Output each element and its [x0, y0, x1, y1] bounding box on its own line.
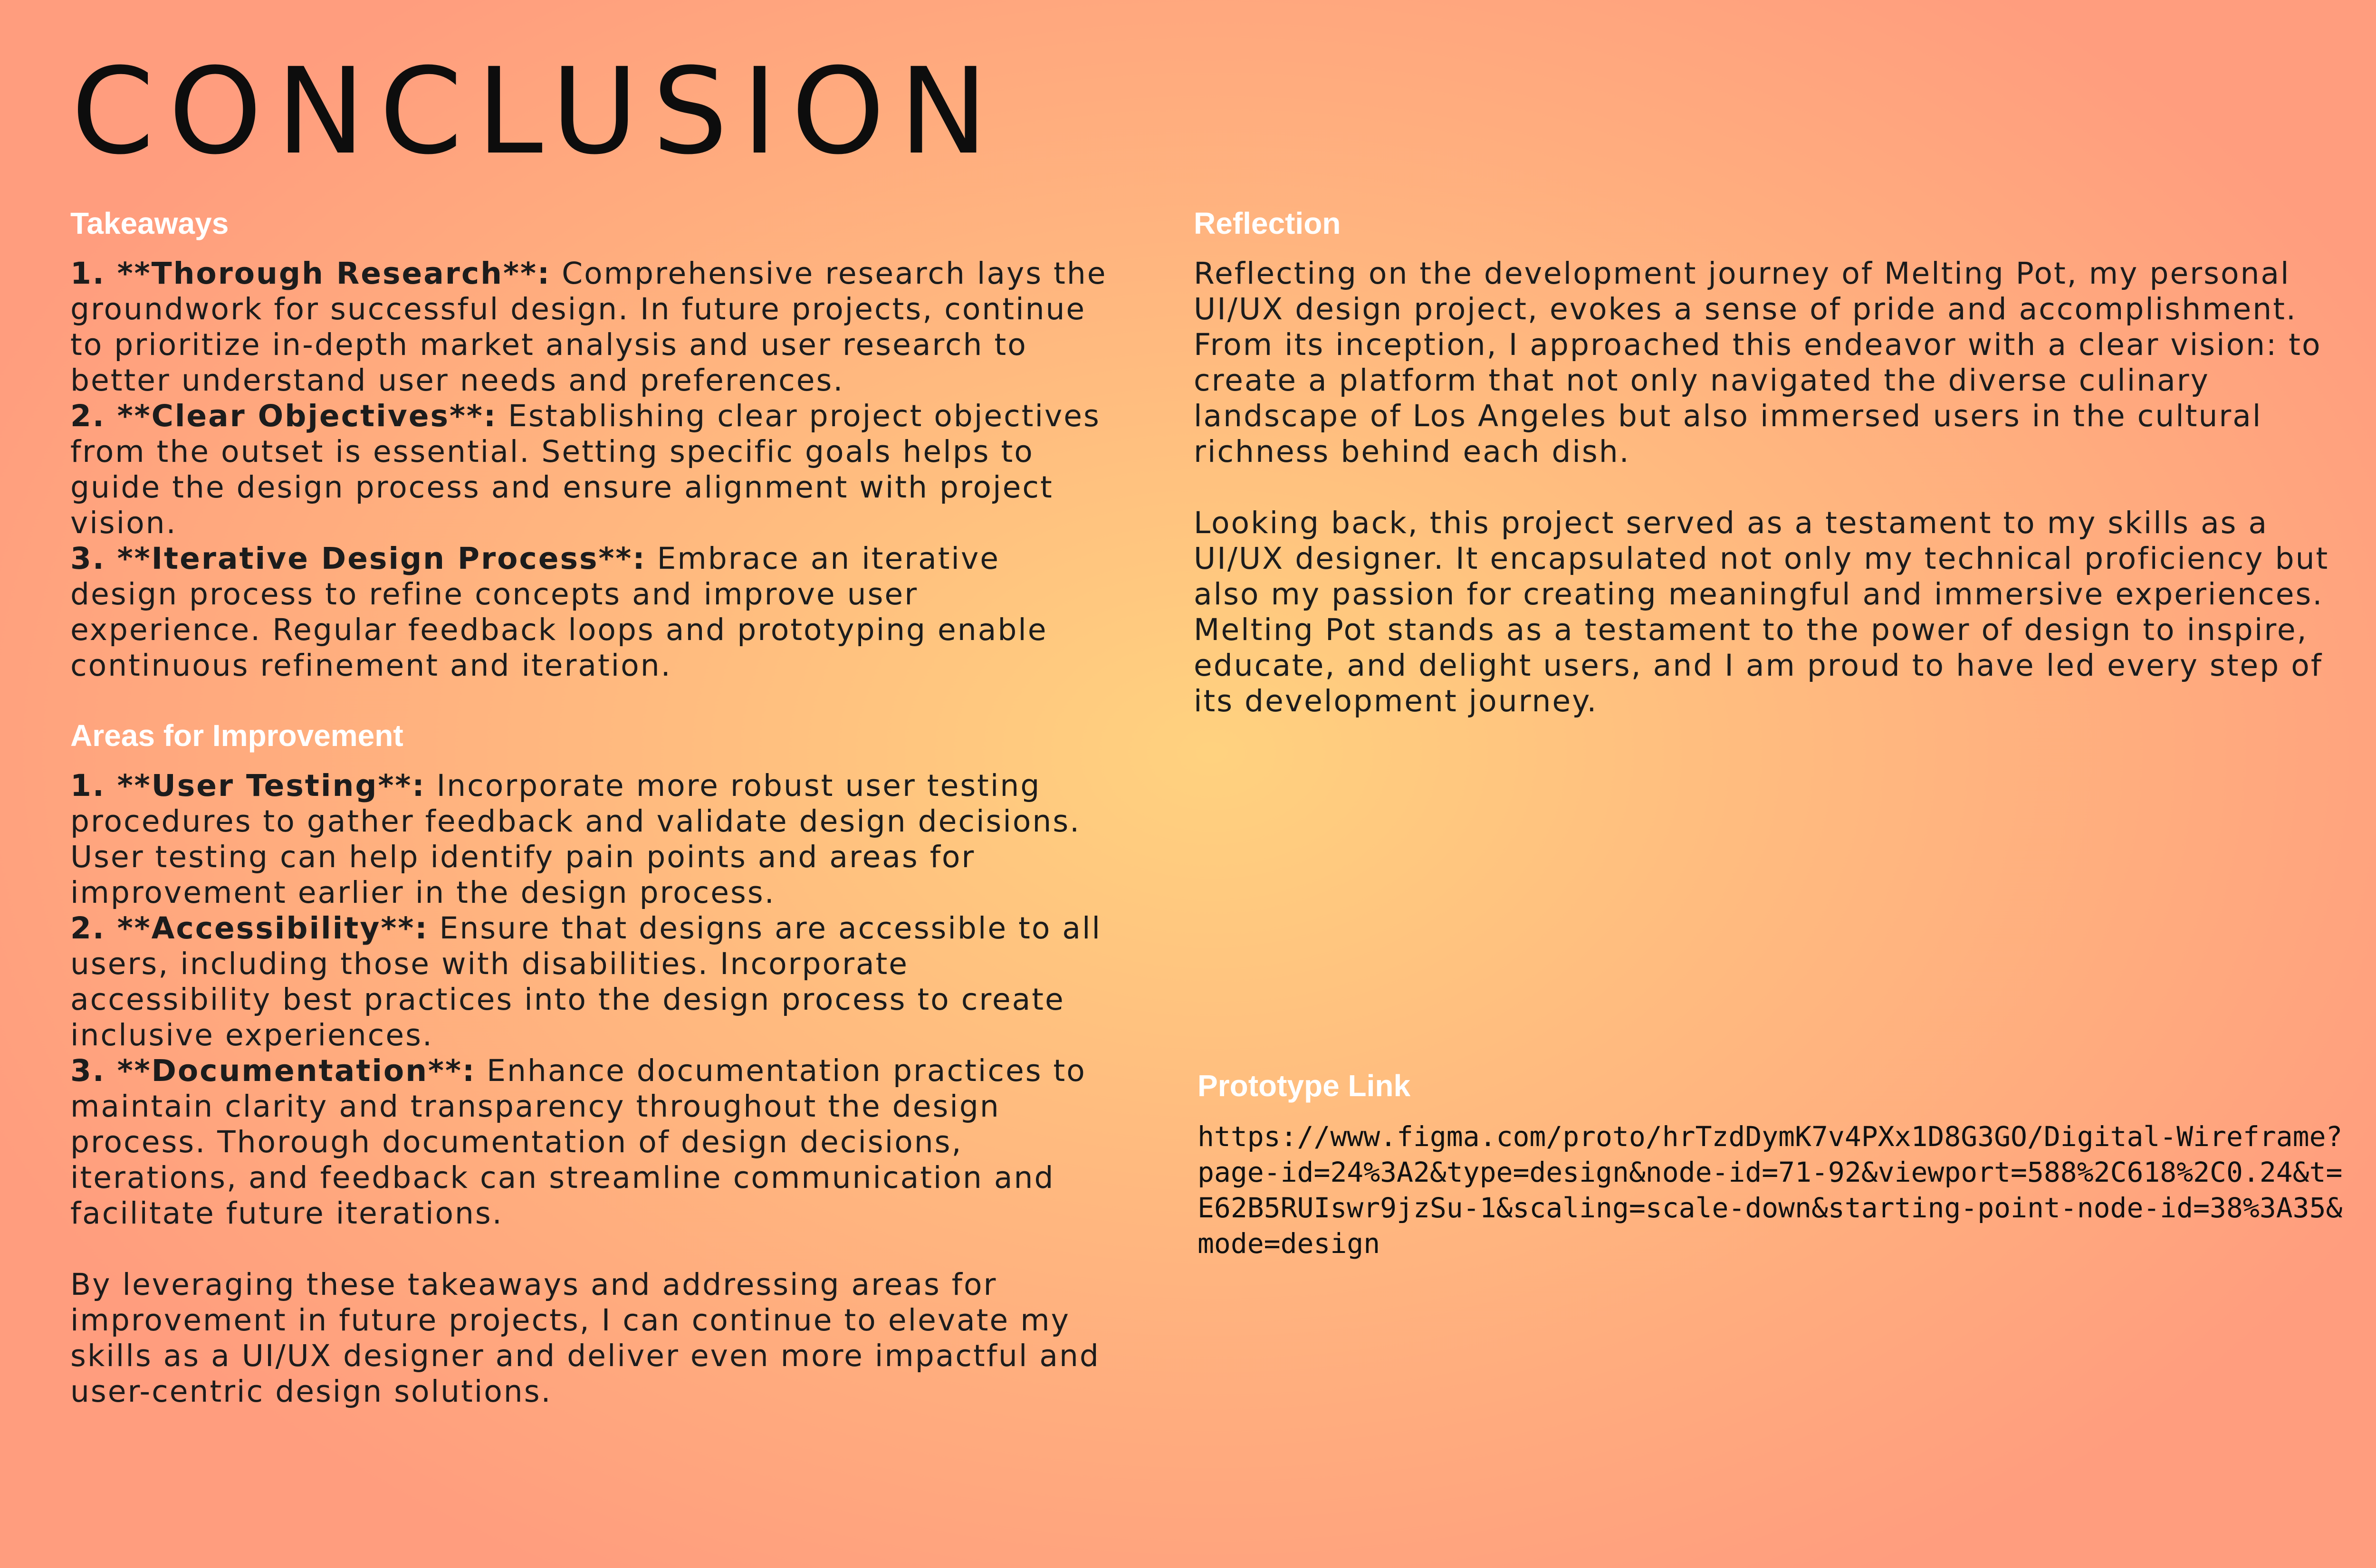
prototype-heading: Prototype Link — [1198, 1069, 1411, 1103]
reflection-body — [1194, 256, 2358, 719]
prototype-section — [1198, 1067, 2362, 1262]
item-text: Incorporate more robust user testing procedures to gather feedback and validate design decisions. User testing can help identify pain points and areas for improvement earlier in the design process. — [70, 768, 1081, 910]
item-text: Embrace an iterative design process to refine concepts and improve user experience. Regular feedback loops and prototyping enable continuous refinement and iteration. — [70, 541, 1048, 683]
item-label: 1. **Thorough Research**: — [70, 256, 551, 291]
list-item — [70, 398, 1116, 541]
list-item — [70, 256, 1116, 398]
list-item — [70, 541, 1116, 683]
right-column — [1194, 204, 2358, 719]
prototype-link[interactable]: https://www.figma.com/proto/hrTzdDymK7v4PXx1D8G3GO/Digital-Wireframe?page-id=24%3A2&type=design&node-id=71-92&viewport=588%2C618%2C0.24&t=E62B5RUIswr9jzSu-1&scaling=scale-down&starting-point-node-id=38%3A35&mode=design — [1198, 1120, 2343, 1260]
page-title: CONCLUSION — [71, 42, 1002, 181]
item-text: Comprehensive research lays the groundwork for successful design. In future projects, continue to prioritize in-depth market analysis and user research to better understand user needs and preferences. — [70, 256, 1107, 398]
item-text: Enhance documentation practices to maintain clarity and transparency throughout the design process. Thorough documentation of design decisions, iterations, and feedback can streamline communication and facilitate future iterations. — [70, 1053, 1086, 1231]
item-text: Establishing clear project objectives from the outset is essential. Setting specific goals helps to guide the design process and ensure alignment with project vision. — [70, 399, 1101, 540]
paragraph-spacer — [1194, 469, 2358, 505]
item-label: 3. **Iterative Design Process**: — [70, 541, 646, 576]
reflection-paragraph: Reflecting on the development journey of Melting Pot, my personal UI/UX design project, evokes a sense of pride and accomplishment. From its inception, I approached this endeavor with a clear vision: to create a platform that not only navigated the diverse culinary landscape of Los Angeles but also immersed users in the cultural richness behind each dish. — [1194, 256, 2322, 469]
reflection-heading: Reflection — [1194, 206, 1341, 240]
reflection-section — [1194, 204, 2358, 719]
list-item — [70, 768, 1116, 910]
reflection-paragraph: Looking back, this project served as a testament to my skills as a UI/UX designer. It encapsulated not only my technical proficiency but also my passion for creating meaningful and immersive experiences. Melting Pot stands as a testament to the power of design to inspire, educate, and delight users, and I am proud to have led every step of its development journey. — [1194, 506, 2329, 718]
item-label: 2. **Accessibility**: — [70, 911, 429, 946]
item-label: 2. **Clear Objectives**: — [70, 399, 498, 433]
improvement-list — [70, 768, 1116, 1409]
list-item — [70, 910, 1116, 1053]
item-label: 1. **User Testing**: — [70, 768, 426, 803]
item-label: 3. **Documentation**: — [70, 1053, 476, 1088]
left-column — [70, 204, 1116, 1409]
takeaways-section — [70, 204, 1116, 683]
takeaways-list — [70, 256, 1116, 683]
item-text: Ensure that designs are accessible to all users, including those with disabilities. Incorporate accessibility best practices into the design process to create inclusive experiences. — [70, 911, 1102, 1052]
closing-paragraph: By leveraging these takeaways and addressing areas for improvement in future projects, I can continue to elevate my skills as a UI/UX designer and deliver even more impactful and user-centric design solutions. — [70, 1267, 1100, 1409]
improvement-heading: Areas for Improvement — [70, 718, 403, 753]
list-item — [70, 1053, 1116, 1231]
paragraph-spacer — [70, 1231, 1116, 1267]
improvement-section — [70, 717, 1116, 1409]
takeaways-heading: Takeaways — [70, 206, 229, 240]
